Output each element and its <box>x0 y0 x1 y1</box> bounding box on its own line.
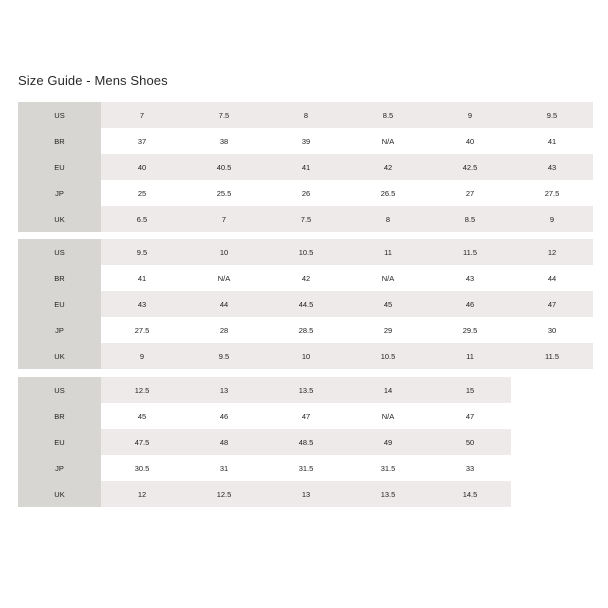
size-cell: 31.5 <box>265 455 347 481</box>
size-cell: 43 <box>429 265 511 291</box>
size-cell: 13.5 <box>347 481 429 507</box>
size-cell: 25 <box>101 180 183 206</box>
size-system-label: EU <box>18 291 101 317</box>
size-system-label: US <box>18 377 101 403</box>
size-cell: N/A <box>183 265 265 291</box>
size-row-us <box>18 102 593 128</box>
size-cell: 6.5 <box>101 206 183 232</box>
size-system-label: UK <box>18 343 101 369</box>
size-cell: 12 <box>511 239 593 265</box>
size-cell: 43 <box>101 291 183 317</box>
size-row-br <box>18 265 593 291</box>
page-title: Size Guide - Mens Shoes <box>18 73 168 88</box>
size-cell: 29 <box>347 317 429 343</box>
size-cell: 14 <box>347 377 429 403</box>
size-row-jp <box>18 180 593 206</box>
size-cell: 12.5 <box>183 481 265 507</box>
size-cell: 48.5 <box>265 429 347 455</box>
size-cell: 9 <box>511 206 593 232</box>
size-cell: 44 <box>511 265 593 291</box>
size-cell: 40 <box>101 154 183 180</box>
size-row-uk <box>18 343 593 369</box>
size-row-eu <box>18 429 511 455</box>
size-system-label: US <box>18 102 101 128</box>
size-cell: 9.5 <box>511 102 593 128</box>
size-cell: 39 <box>265 128 347 154</box>
size-cell: 9.5 <box>183 343 265 369</box>
size-cell: 42 <box>265 265 347 291</box>
size-cell: 27 <box>429 180 511 206</box>
size-system-label: JP <box>18 180 101 206</box>
size-cell: 13 <box>183 377 265 403</box>
size-cell: 10 <box>183 239 265 265</box>
size-cell: 50 <box>429 429 511 455</box>
size-row-uk <box>18 206 593 232</box>
size-cell: 41 <box>101 265 183 291</box>
size-cell: 8 <box>265 102 347 128</box>
size-row-us <box>18 377 511 403</box>
size-row-eu <box>18 154 593 180</box>
size-cell: 10.5 <box>347 343 429 369</box>
size-cell: 40 <box>429 128 511 154</box>
size-cell: 45 <box>347 291 429 317</box>
size-cell: 45 <box>101 403 183 429</box>
size-cell: 9 <box>101 343 183 369</box>
size-cell: 26.5 <box>347 180 429 206</box>
size-cell: 7.5 <box>183 102 265 128</box>
size-cell: 37 <box>101 128 183 154</box>
size-cell: 12 <box>101 481 183 507</box>
size-cell: 41 <box>511 128 593 154</box>
size-cell: 26 <box>265 180 347 206</box>
size-table <box>18 239 593 369</box>
size-table <box>18 377 511 507</box>
size-cell: 31.5 <box>347 455 429 481</box>
size-cell: 8 <box>347 206 429 232</box>
size-cell: 15 <box>429 377 511 403</box>
size-cell: 25.5 <box>183 180 265 206</box>
size-row-eu <box>18 291 593 317</box>
size-cell: 29.5 <box>429 317 511 343</box>
size-cell: 11.5 <box>511 343 593 369</box>
size-system-label: BR <box>18 128 101 154</box>
size-system-label: BR <box>18 403 101 429</box>
size-cell: 12.5 <box>101 377 183 403</box>
size-system-label: UK <box>18 206 101 232</box>
size-cell: 33 <box>429 455 511 481</box>
size-cell: 44.5 <box>265 291 347 317</box>
size-cell: 10 <box>265 343 347 369</box>
size-cell: 11 <box>429 343 511 369</box>
size-cell: 27.5 <box>511 180 593 206</box>
size-cell: 11 <box>347 239 429 265</box>
size-system-label: JP <box>18 317 101 343</box>
size-cell: 46 <box>429 291 511 317</box>
size-cell: 10.5 <box>265 239 347 265</box>
size-cell: 42.5 <box>429 154 511 180</box>
size-system-label: EU <box>18 154 101 180</box>
size-cell: 14.5 <box>429 481 511 507</box>
size-system-label: UK <box>18 481 101 507</box>
size-cell: 13.5 <box>265 377 347 403</box>
size-cell: 7 <box>101 102 183 128</box>
size-cell: 47 <box>429 403 511 429</box>
size-cell: 47 <box>511 291 593 317</box>
size-system-label: US <box>18 239 101 265</box>
size-cell: 44 <box>183 291 265 317</box>
size-cell: 28.5 <box>265 317 347 343</box>
size-cell: N/A <box>347 128 429 154</box>
size-cell: 47 <box>265 403 347 429</box>
size-cell: 30.5 <box>101 455 183 481</box>
size-cell: N/A <box>347 265 429 291</box>
size-cell: 38 <box>183 128 265 154</box>
size-cell: 7 <box>183 206 265 232</box>
size-cell: 43 <box>511 154 593 180</box>
size-row-br <box>18 403 511 429</box>
size-row-br <box>18 128 593 154</box>
size-cell: 42 <box>347 154 429 180</box>
size-cell: 41 <box>265 154 347 180</box>
size-cell: N/A <box>347 403 429 429</box>
size-table <box>18 102 593 232</box>
size-row-jp <box>18 455 511 481</box>
size-system-label: JP <box>18 455 101 481</box>
size-cell: 46 <box>183 403 265 429</box>
size-cell: 49 <box>347 429 429 455</box>
size-cell: 30 <box>511 317 593 343</box>
size-cell: 48 <box>183 429 265 455</box>
size-row-jp <box>18 317 593 343</box>
size-cell: 11.5 <box>429 239 511 265</box>
size-cell: 9 <box>429 102 511 128</box>
size-cell: 8.5 <box>429 206 511 232</box>
size-table-block-1 <box>18 102 593 232</box>
size-system-label: BR <box>18 265 101 291</box>
size-cell: 28 <box>183 317 265 343</box>
size-cell: 7.5 <box>265 206 347 232</box>
size-row-us <box>18 239 593 265</box>
size-system-label: EU <box>18 429 101 455</box>
size-cell: 47.5 <box>101 429 183 455</box>
size-cell: 13 <box>265 481 347 507</box>
size-cell: 8.5 <box>347 102 429 128</box>
size-cell: 27.5 <box>101 317 183 343</box>
size-cell: 31 <box>183 455 265 481</box>
size-table-block-2 <box>18 239 593 369</box>
size-row-uk <box>18 481 511 507</box>
size-cell: 9.5 <box>101 239 183 265</box>
size-cell: 40.5 <box>183 154 265 180</box>
size-table-block-3 <box>18 377 511 507</box>
